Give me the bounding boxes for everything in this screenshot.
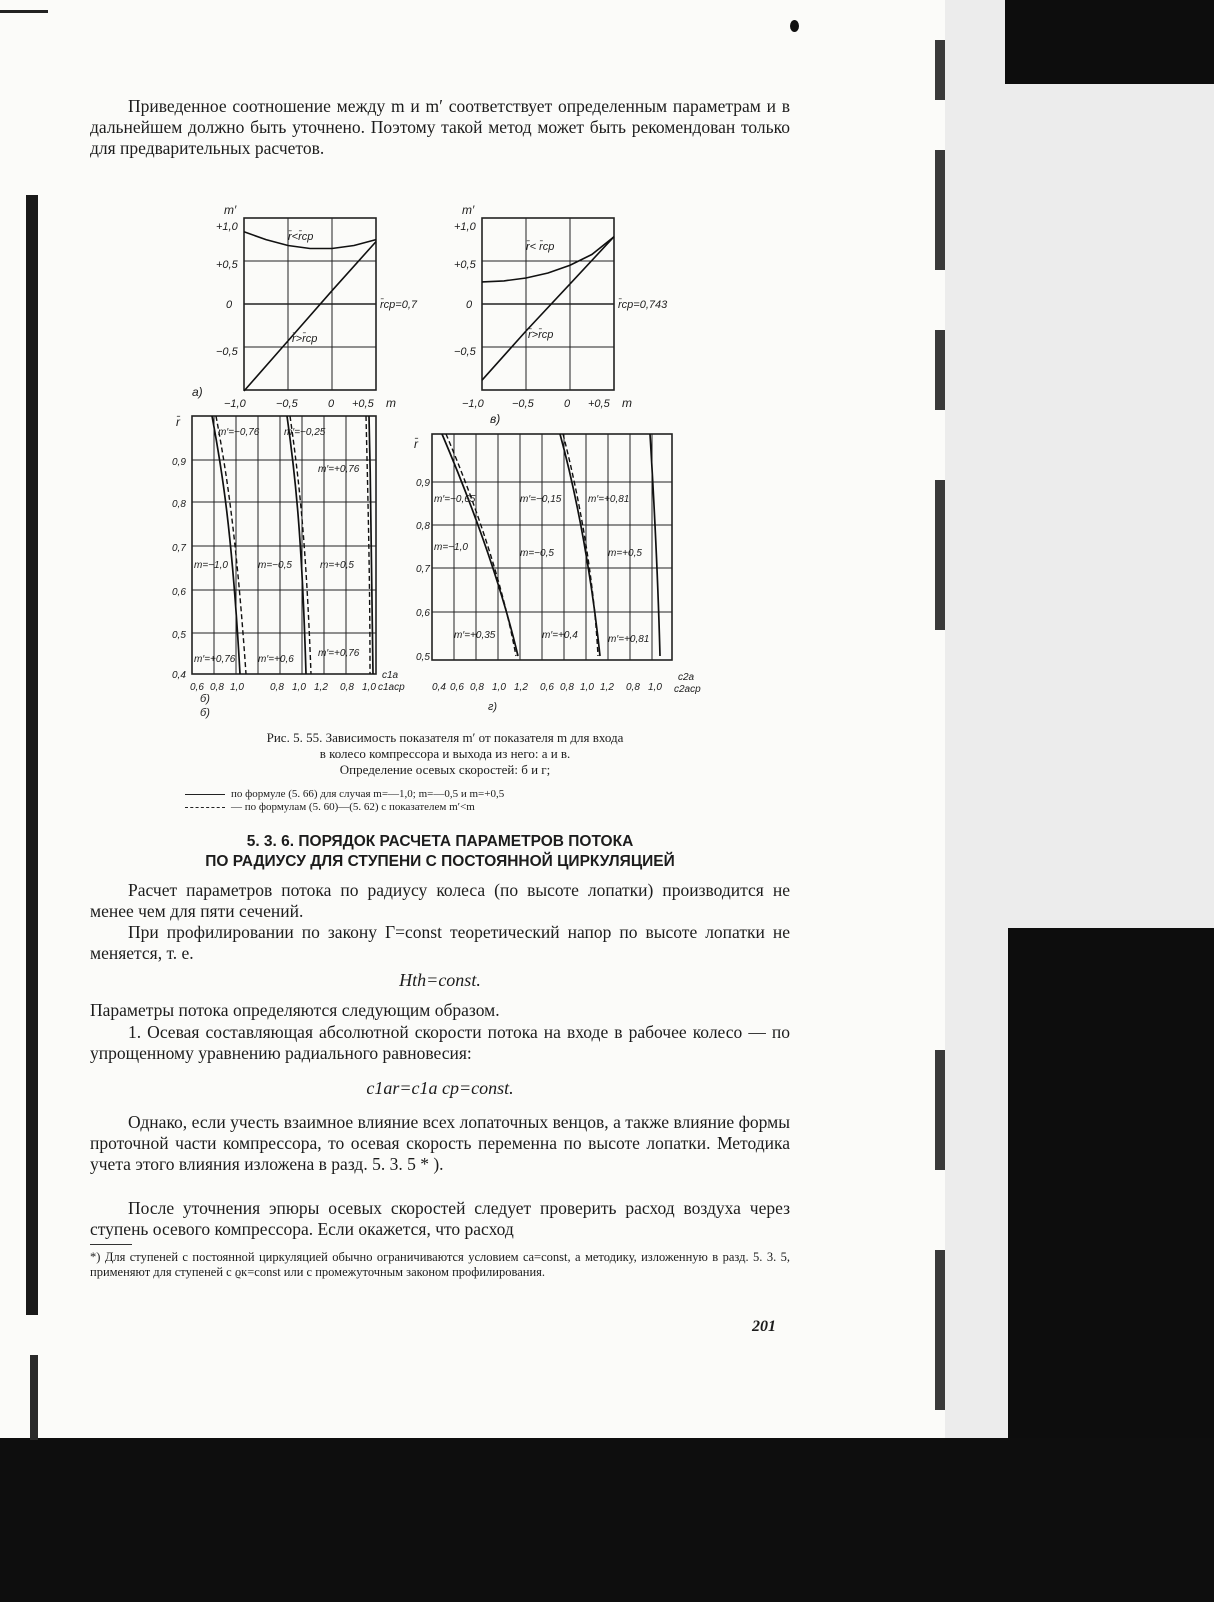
scan-edge-left-lower xyxy=(30,1355,38,1440)
paragraph-1: Расчет параметров потока по радиусу колеса (по высоте лопатки) производится не менее чем для пяти сечений. xyxy=(90,880,790,921)
chart-b-label-mid: m=−0,5 xyxy=(258,560,292,571)
chart-a-param-label: r̄cp=0,7 xyxy=(380,299,417,311)
chart-v-tick-y: 0 xyxy=(466,299,473,311)
chart-b-tick-y: 0,6 xyxy=(172,587,186,598)
scan-dark-area-bottom xyxy=(0,1438,1214,1602)
scan-speck xyxy=(790,20,799,32)
paragraph-4: 1. Осевая составляющая абсолютной скорости потока на входе в рабочее колесо — по упрощенному уравнению радиального равновесия: xyxy=(90,1022,790,1063)
chart-b-panel-label-left: б) xyxy=(200,693,210,705)
chart-b xyxy=(172,415,405,719)
chart-b-label-mid: m=−1,0 xyxy=(194,560,228,571)
section-heading-line-2: ПО РАДИУСУ ДЛЯ СТУПЕНИ С ПОСТОЯННОЙ ЦИРКУЛЯЦИЕЙ xyxy=(205,853,675,870)
chart-v-tick-x: −1,0 xyxy=(462,398,484,410)
chart-a xyxy=(192,203,418,410)
series-line-lower xyxy=(244,242,376,391)
chart-a-y-label: m′ xyxy=(224,203,237,217)
paragraph-6: После уточнения эпюры осевых скоростей следует проверить расход воздуха через ступень осевого компрессора. Если окажется, что расход xyxy=(90,1198,790,1239)
chart-v-tick-x: +0,5 xyxy=(588,398,610,410)
chart-b-tick-y: 0,4 xyxy=(172,670,186,681)
chart-a-curve-upper-label: r̄<r̄cp xyxy=(288,231,314,243)
figure-caption-line-1: Рис. 5. 55. Зависимость показателя m′ от показателя m для входа xyxy=(266,730,624,745)
figure-5-55 xyxy=(160,200,920,720)
paragraph-5: Однако, если учесть взаимное влияние всех лопаточных венцов, а также влияние формы проточной части компрессора, то осевая скорость переменна по высоте лопатки. Методика учета этого влияния изложена в разд. 5. 3. 5 * ). xyxy=(90,1112,790,1174)
chart-g-x-unit-bottom: c2acp xyxy=(674,684,701,695)
chart-v-panel-label: в) xyxy=(490,412,501,426)
chart-b-label-top: m′=−0,76 xyxy=(218,427,260,438)
chart-b-x-unit-bottom: c1acp xyxy=(378,682,405,693)
chart-b-tick-y: 0,5 xyxy=(172,630,186,641)
chart-a-tick-x: 0 xyxy=(328,398,335,410)
chart-b-tick-x: 0,8 xyxy=(210,682,224,693)
scan-stripe xyxy=(935,480,945,630)
chart-b-label-bottom: m′=+0,6 xyxy=(258,654,294,665)
chart-b-label-top: m′=−0,25 xyxy=(284,427,326,438)
chart-a-x-unit: m xyxy=(386,396,396,410)
scan-edge-left xyxy=(26,195,38,1315)
chart-v-tick-y: −0,5 xyxy=(454,346,476,358)
paragraph-intro: Приведенное соотношение между m и m′ соответствует определенным параметрам и в дальнейшем должно быть уточнено. Поэтому такой метод может быть рекомендован только для предварительных расчетов. xyxy=(90,96,790,158)
chart-b-tick-x: 1,2 xyxy=(314,682,328,693)
chart-g-label-mid: m=−1,0 xyxy=(434,542,468,553)
chart-b-tick-x: 0,8 xyxy=(340,682,354,693)
scan-stripe xyxy=(935,150,945,270)
chart-a-tick-y: 0 xyxy=(226,299,233,311)
chart-b-tick-y: 0,7 xyxy=(172,543,186,554)
chart-g-tick-y: 0,9 xyxy=(416,478,430,489)
chart-v-y-label: m′ xyxy=(462,203,475,217)
chart-b-label-bottom: m′=+0,76 xyxy=(194,654,236,665)
series-line-lower xyxy=(482,237,614,381)
chart-v xyxy=(454,203,668,426)
chart-v-x-unit: m xyxy=(622,396,632,410)
scan-dark-area-middle xyxy=(1008,928,1214,1448)
chart-g-tick-x: 0,8 xyxy=(626,682,640,693)
section-heading-line-1: 5. 3. 6. ПОРЯДОК РАСЧЕТА ПАРАМЕТРОВ ПОТОКА xyxy=(246,833,634,850)
scan-stripe xyxy=(935,1250,945,1410)
chart-g-tick-x: 0,8 xyxy=(560,682,574,693)
scan-mark-top-left xyxy=(0,10,48,13)
page-number: 201 xyxy=(752,1318,776,1335)
chart-a-tick-y: +0,5 xyxy=(216,259,238,271)
chart-g-tick-y: 0,8 xyxy=(416,521,430,532)
chart-b-tick-x: 0,8 xyxy=(270,682,284,693)
chart-g-label-bottom: m′=+0,35 xyxy=(454,630,496,641)
chart-g-tick-x: 1,0 xyxy=(492,682,506,693)
formula-c1a: c1ar=c1a cp=const. xyxy=(366,1078,514,1098)
chart-v-tick-x: 0 xyxy=(564,398,571,410)
scan-stripe xyxy=(935,1050,945,1170)
chart-b-x-unit-top: c1a xyxy=(382,670,399,681)
chart-a-tick-x: −1,0 xyxy=(224,398,246,410)
chart-g xyxy=(414,434,701,713)
chart-b-y-label: r̄ xyxy=(176,415,180,429)
chart-b-tick-x: 1,0 xyxy=(362,682,376,693)
chart-b-panel-label: б) xyxy=(200,707,210,719)
chart-v-curve-lower-label: r̄>r̄cp xyxy=(528,329,554,341)
chart-b-label-top: m′=+0,76 xyxy=(318,464,360,475)
chart-g-tick-y: 0,7 xyxy=(416,564,430,575)
figure-caption-line-2: в колесо компрессора и выхода из него: а и в. xyxy=(319,746,571,761)
chart-a-tick-y: +1,0 xyxy=(216,221,238,233)
chart-g-tick-y: 0,6 xyxy=(416,608,430,619)
chart-g-label-top: m′=+0,81 xyxy=(588,494,630,505)
chart-b-tick-x: 1,0 xyxy=(230,682,244,693)
chart-b-label-mid: m=+0,5 xyxy=(320,560,354,571)
chart-g-tick-x: 1,2 xyxy=(600,682,614,693)
chart-a-tick-y: −0,5 xyxy=(216,346,238,358)
chart-v-tick-x: −0,5 xyxy=(512,398,534,410)
chart-g-tick-x: 1,2 xyxy=(514,682,528,693)
chart-g-x-unit-top: c2a xyxy=(678,672,695,683)
chart-g-label-top: m′=−0,15 xyxy=(520,494,562,505)
chart-b-tick-x: 0,6 xyxy=(190,682,204,693)
legend-solid-text: по формуле (5. 66) для случая m=—1,0; m=—0,5 и m=+0,5 xyxy=(231,788,505,800)
chart-g-panel-label: г) xyxy=(488,701,498,713)
chart-v-curve-upper-label: r̄< r̄cp xyxy=(526,241,555,253)
chart-a-panel-label: a) xyxy=(192,385,203,399)
legend-dashed-line xyxy=(185,807,225,808)
chart-g-tick-x: 1,0 xyxy=(648,682,662,693)
chart-g-tick-x: 1,0 xyxy=(580,682,594,693)
chart-b-tick-y: 0,9 xyxy=(172,457,186,468)
footnote: *) Для ступеней с постоянной циркуляцией обычно ограничиваются условием ca=const, а методику, изложенную в разд. 5. 3. 5, применяют для ступеней с ϱк=const или с промежуточным законом профилирования. xyxy=(90,1250,790,1279)
chart-v-tick-y: +0,5 xyxy=(454,259,476,271)
chart-g-tick-y: 0,5 xyxy=(416,652,430,663)
scan-stripe xyxy=(935,330,945,410)
scan-dark-area-top xyxy=(1005,0,1214,84)
chart-b-tick-y: 0,8 xyxy=(172,499,186,510)
chart-b-label-bottom: m′=+0,76 xyxy=(318,648,360,659)
chart-g-tick-x: 0,6 xyxy=(540,682,554,693)
chart-a-tick-x: +0,5 xyxy=(352,398,374,410)
legend-dashed xyxy=(185,801,705,814)
chart-g-label-mid: m=−0,5 xyxy=(520,548,554,559)
chart-g-tick-x: 0,4 xyxy=(432,682,446,693)
chart-b-tick-x: 1,0 xyxy=(292,682,306,693)
chart-a-curve-lower-label: r̄>r̄cp xyxy=(292,333,318,345)
chart-g-label-top: m′=−0,65 xyxy=(434,494,476,505)
legend-solid xyxy=(185,788,705,801)
figure-caption-line-3: Определение осевых скоростей: б и г; xyxy=(339,762,551,777)
formula-hth: Hth=const. xyxy=(399,970,481,990)
chart-g-tick-x: 0,6 xyxy=(450,682,464,693)
chart-g-y-label: r̄ xyxy=(414,437,418,451)
legend-solid-line xyxy=(185,794,225,795)
legend-dashed-text: — по формулам (5. 60)—(5. 62) с показателем m′<m xyxy=(231,801,475,813)
chart-g-tick-x: 0,8 xyxy=(470,682,484,693)
footnote-rule xyxy=(90,1244,132,1245)
chart-g-label-bottom: m′=+0,81 xyxy=(608,634,650,645)
paragraph-3: Параметры потока определяются следующим образом. xyxy=(90,1000,500,1020)
chart-g-label-mid: m=+0,5 xyxy=(608,548,642,559)
chart-v-param-label: r̄cp=0,743 xyxy=(618,299,668,311)
chart-a-tick-x: −0,5 xyxy=(276,398,298,410)
chart-g-label-bottom: m′=+0,4 xyxy=(542,630,578,641)
paragraph-2: При профилировании по закону Γ=const теоретический напор по высоте лопатки не меняется, т. е. xyxy=(90,922,790,963)
scan-stripe xyxy=(935,40,945,100)
chart-v-tick-y: +1,0 xyxy=(454,221,476,233)
